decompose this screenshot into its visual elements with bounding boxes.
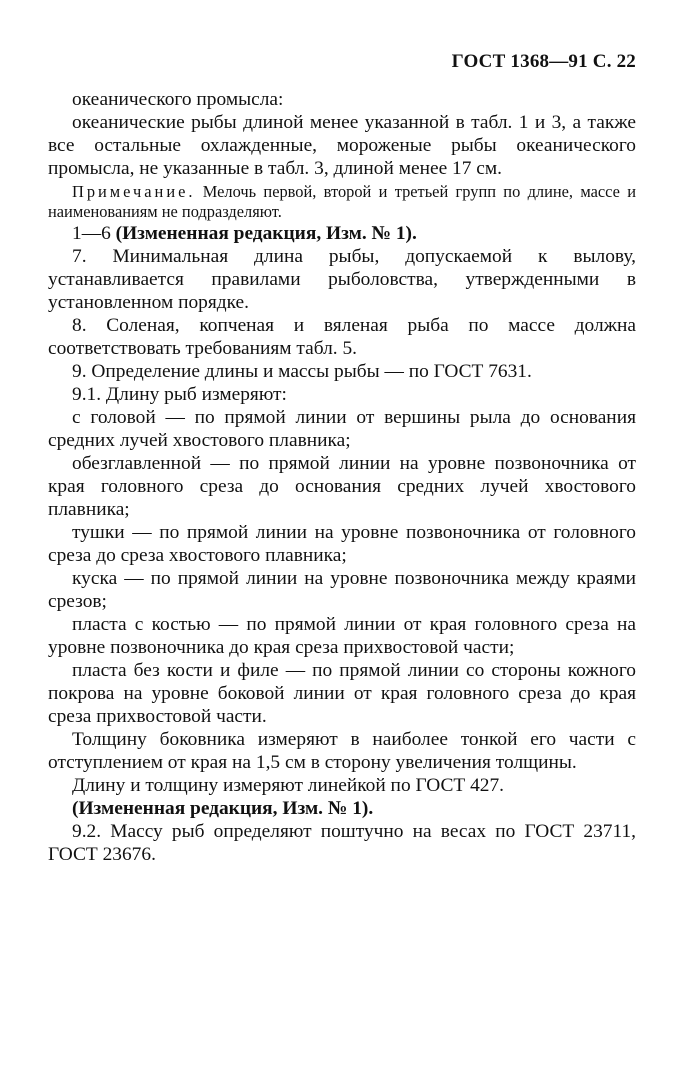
note-label: Примечание.	[72, 182, 196, 201]
paragraph-slab-bone: пласта с костью — по прямой линии от края головного среза на уровне позвоночника до края среза прихвостовой части;	[48, 614, 636, 658]
document-page	[48, 50, 636, 866]
note-paragraph	[48, 182, 636, 222]
paragraph-side-thickness: Толщину боковника измеряют в наиболее тонкой его части с отступлением от края на 1,5 см в сторону увеличения толщины.	[48, 729, 636, 773]
amendment-label: (Измененная редакция, Изм. № 1).	[115, 223, 417, 244]
paragraph-item-9-1: 9.1. Длину рыб измеряют:	[72, 384, 287, 405]
note-text: Мелочь первой, второй и третьей групп по длине, массе и наименованиям не подразделяют.	[48, 182, 636, 221]
paragraph-amendment-1-6	[48, 222, 636, 245]
paragraph-ocean-fishing: океанического промысла:	[72, 89, 284, 110]
paragraph-headless: обезглавленной — по прямой линии на уровне позвоночника от края головного среза до основания средних лучей хвостового плавника;	[48, 453, 636, 520]
paragraph-item-8: 8. Соленая, копченая и вяленая рыба по массе должна соответствовать требованиям табл. 5.	[48, 315, 636, 359]
paragraph-ocean-fish-length: океанические рыбы длиной менее указанной в табл. 1 и 3, а также все остальные охлажденные, мороженые рыбы океанического промысла, не указанные в табл. 3, длиной менее 17 см.	[48, 112, 636, 179]
paragraph-piece: куска — по прямой линии на уровне позвоночника между краями срезов;	[48, 568, 636, 612]
paragraph-item-9-2: 9.2. Массу рыб определяют поштучно на весах по ГОСТ 23711, ГОСТ 23676.	[48, 821, 636, 865]
paragraph-carcass: тушки — по прямой линии на уровне позвоночника от головного среза до среза хвостового плавника;	[48, 522, 636, 566]
page-header: ГОСТ 1368—91 С. 22	[451, 51, 636, 72]
paragraph-item-7: 7. Минимальная длина рыбы, допускаемой к вылову, устанавливается правилами рыболовства, утвержденными в установленном порядке.	[48, 246, 636, 313]
paragraph-ruler: Длину и толщину измеряют линейкой по ГОСТ 427.	[72, 775, 505, 796]
paragraph-amendment: (Измененная редакция, Изм. № 1).	[72, 798, 374, 819]
paragraph-item-9: 9. Определение длины и массы рыбы — по ГОСТ 7631.	[72, 361, 532, 382]
paragraph-slab-fillet: пласта без кости и филе — по прямой линии со стороны кожного покрова на уровне боковой линии от края головного среза до края среза прихвостовой части.	[48, 660, 636, 727]
paragraph-with-head: с головой — по прямой линии от вершины рыла до основания средних лучей хвостового плавника;	[48, 407, 636, 451]
amendment-prefix: 1—6	[72, 223, 116, 244]
